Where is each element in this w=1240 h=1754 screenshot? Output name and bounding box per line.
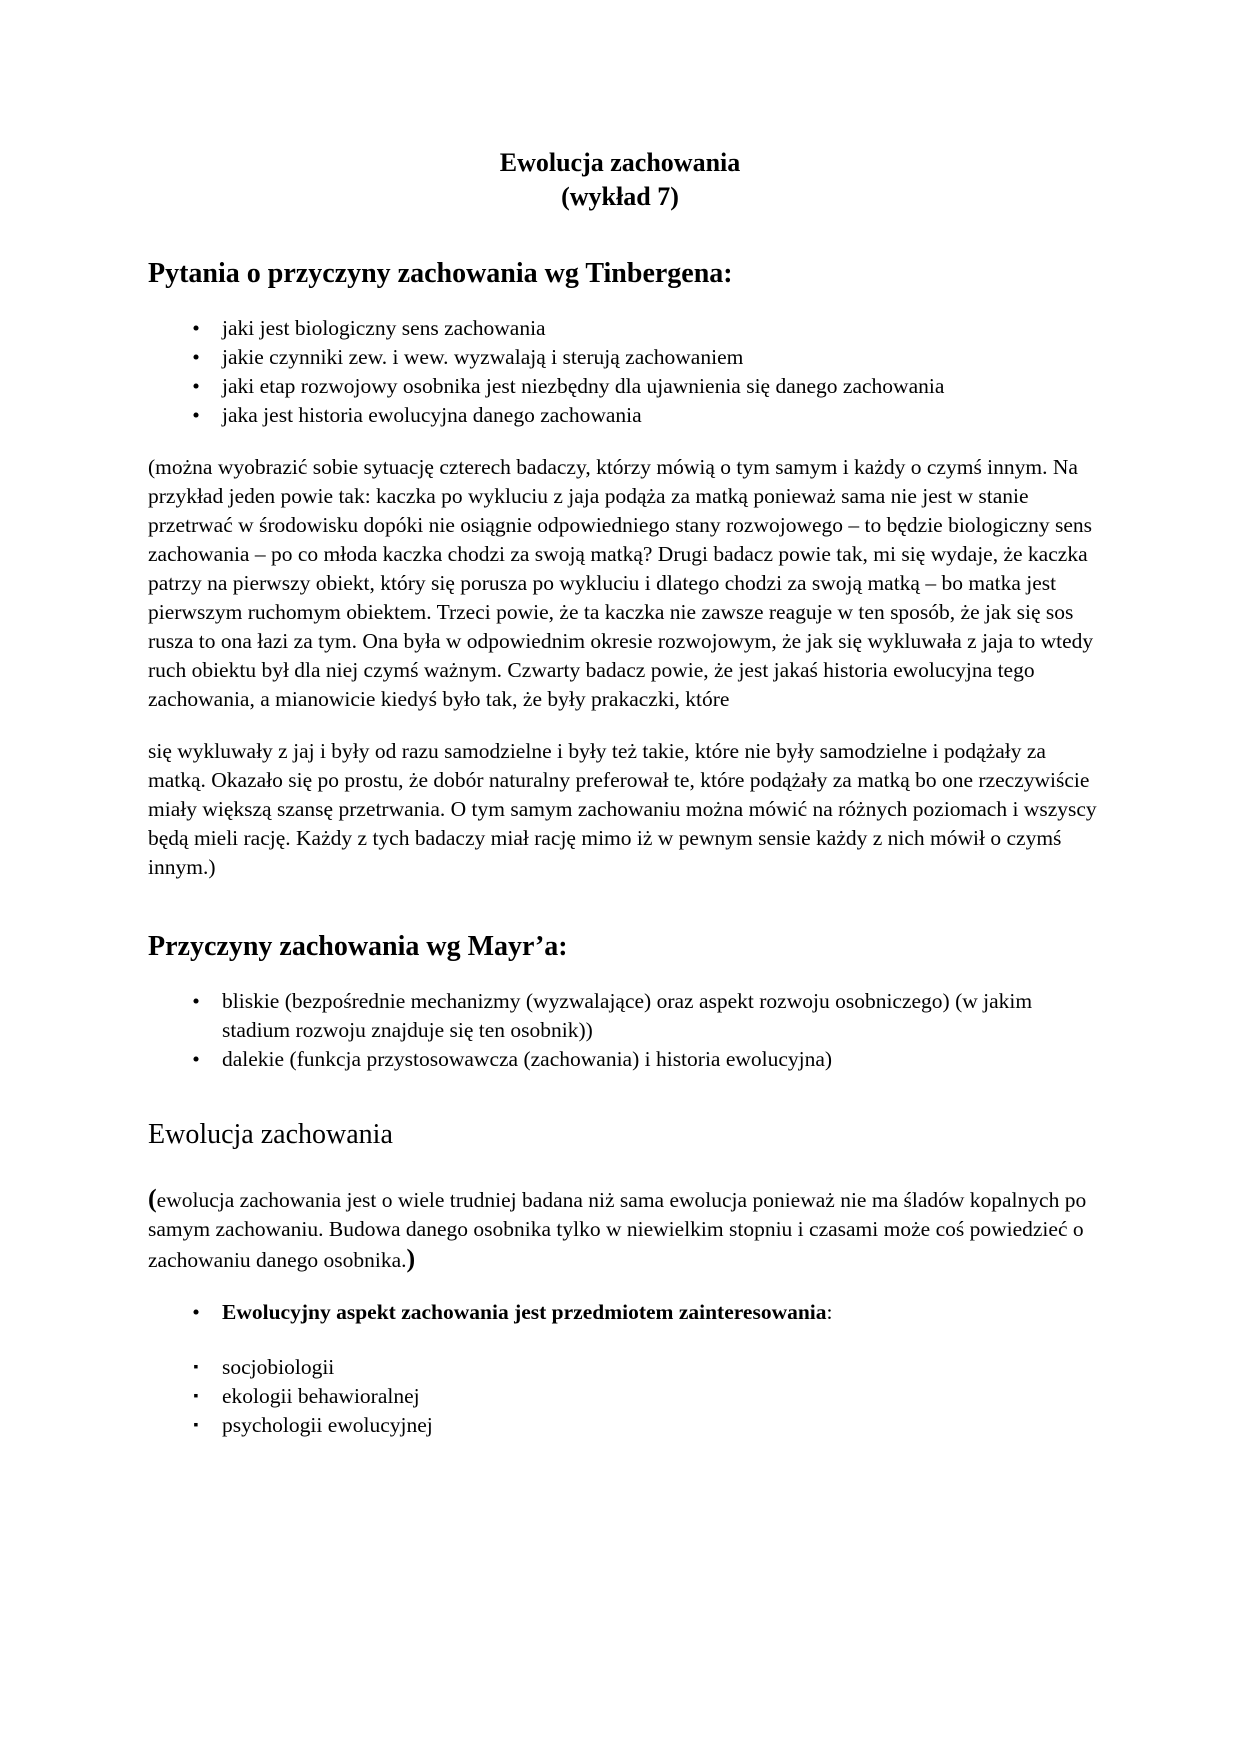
mayr-causes-list [148, 987, 1098, 1074]
bullet-icon: • [192, 316, 200, 340]
tinbergen-questions-list [148, 314, 1098, 430]
bullet-icon: • [192, 989, 200, 1013]
list-item: • dalekie (funkcja przystosowawcza (zachowania) i historia ewolucyjna) [148, 1045, 1098, 1074]
bullet-icon: • [192, 1047, 200, 1071]
section-heading-mayr: Przyczyny zachowania wg Mayr’a: [148, 931, 568, 962]
disciplines-list [148, 1353, 1098, 1440]
section-heading-tinbergen: Pytania o przyczyny zachowania wg Tinbergena: [148, 258, 733, 289]
paragraph-evolution-study: (ewolucja zachowania jest o wiele trudniej badana niż sama ewolucja ponieważ nie ma śladów kopalnych po samym zachowaniu. Budowa danego osobnika tylko w niewielkim stopniu i czasami może coś powiedzieć o zachowaniu danego osobnika.) [148, 1184, 1087, 1273]
document-content [148, 146, 1098, 1440]
paragraph-four-researchers: (można wyobrazić sobie sytuację czterech badaczy, którzy mówią o tym samym i każdy o czymś innym. Na przykład jeden powie tak: kaczka po wykluciu z jaja podąża za matką ponieważ sama nie jest w stanie przetrwać w środowisku dopóki nie osiągnie odpowiedniego stany rozwojowego – to będzie biologiczny sens zachowania – po co młoda kaczka chodzi za swoją matką? Drugi badacz powie tak, mi się wydaje, że kaczka patrzy na pierwszy obiekt, który się porusza po wykluciu i dlatego chodzi za swoją matką – bo matka jest pierwszym ruchomym obiektem. Trzeci powie, że ta kaczka nie zawsze reaguje w ten sposób, że jak się sos rusza to ona łazi za tym. Ona była w odpowiednim okresie rozwojowym, że jak się wykluwała z jaja to wtedy ruch obiektu był dla niej czymś ważnym. Czwarty badacz powie, że jest jakaś historia ewolucyjna tego zachowania, a mianowicie kiedyś było tak, że były prakaczki, które [148, 455, 1094, 711]
title-line-1: Ewolucja zachowania [499, 148, 741, 177]
section-heading-evolution: Ewolucja zachowania [148, 1119, 393, 1150]
list-item: ▪ socjobiologii [148, 1353, 1098, 1382]
list-item: • jakie czynniki zew. i wew. wyzwalają i sterują zachowaniem [148, 343, 1098, 372]
bullet-icon: • [192, 1300, 200, 1324]
paragraph-four-researchers-continued: się wykluwały z jaj i były od razu samodzielne i były też takie, które nie były samodzielne i podążały za matką. Okazało się po prostu, że dobór naturalny preferował te, które podążały za matką bo one rzeczywiście miały większą szansę przetrwania. O tym samym zachowaniu można mówić na różnych poziomach i wszyscy będą mieli rację. Każdy z tych badaczy miał rację mimo iż w pewnym sensie każdy z nich mówił o czymś innym.) [148, 739, 1097, 879]
list-item: ▪ ekologii behawioralnej [148, 1382, 1098, 1411]
list-item: • jaka jest historia ewolucyjna danego zachowania [148, 401, 1098, 430]
list-item: • bliskie (bezpośrednie mechanizmy (wyzwalające) oraz aspekt rozwoju osobniczego) (w jakim stadium rozwoju znajduje się ten osobnik)) [148, 987, 1098, 1045]
square-bullet-icon: ▪ [193, 1418, 199, 1433]
list-item: ▪ psychologii ewolucyjnej [148, 1411, 1098, 1440]
list-item: • Ewolucyjny aspekt zachowania jest przedmiotem zainteresowania: [148, 1298, 1098, 1327]
bullet-icon: • [192, 345, 200, 369]
title-line-2: (wykład 7) [561, 182, 679, 211]
list-item: • jaki jest biologiczny sens zachowania [148, 314, 1098, 343]
document-title [148, 146, 1092, 214]
square-bullet-icon: ▪ [193, 1389, 199, 1404]
list-item: • jaki etap rozwojowy osobnika jest niezbędny dla ujawnienia się danego zachowania [148, 372, 1098, 401]
bullet-icon: • [192, 403, 200, 427]
square-bullet-icon: ▪ [193, 1360, 199, 1375]
bullet-icon: • [192, 374, 200, 398]
evolution-interest-list [148, 1298, 1098, 1327]
